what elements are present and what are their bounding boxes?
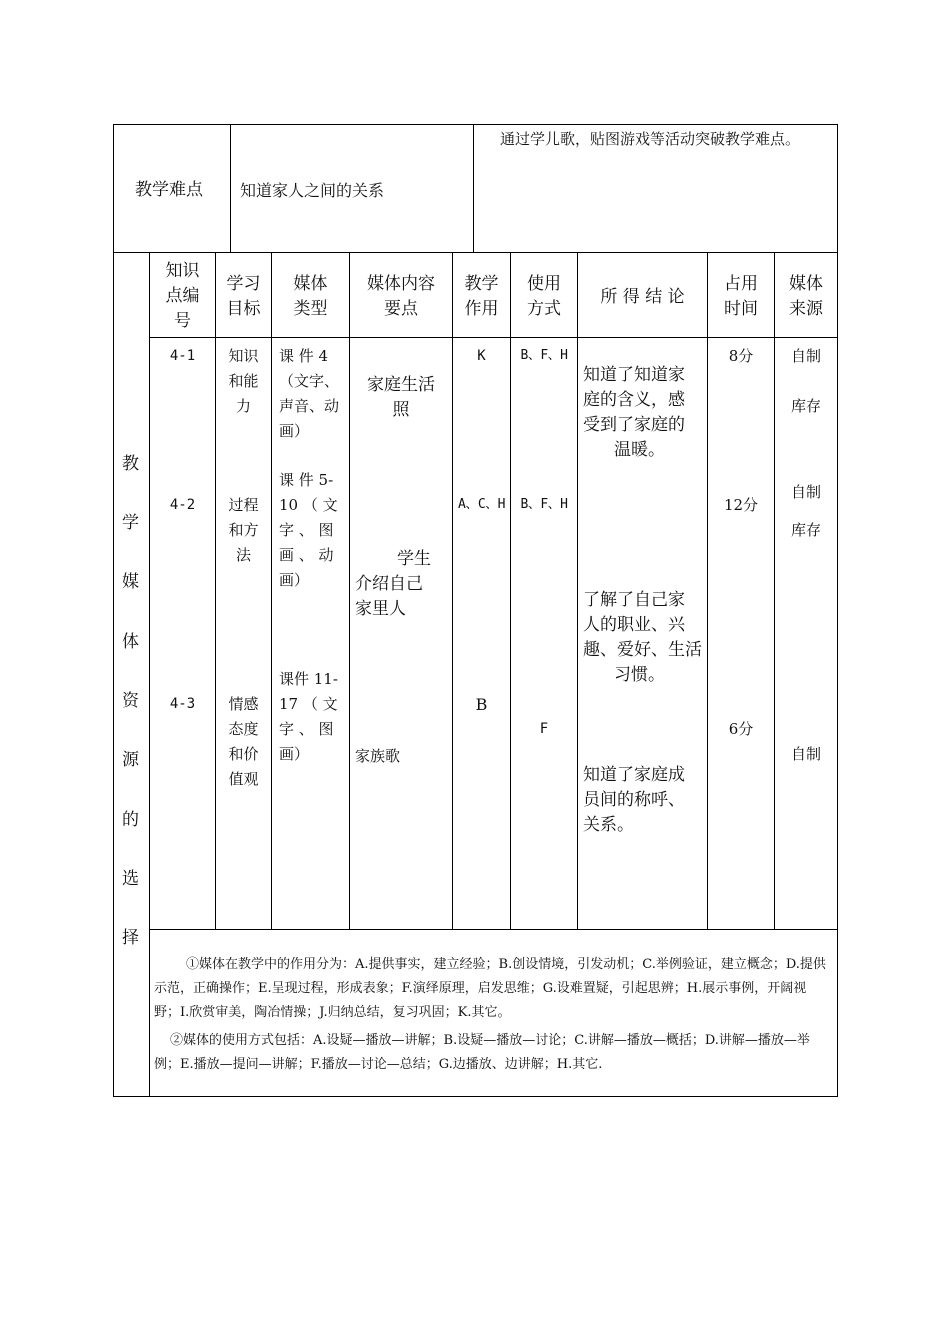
role-3: B xyxy=(475,695,488,714)
rule-notes-top xyxy=(149,929,838,930)
notes xyxy=(154,953,830,1077)
header-conclusion: 所 得 结 论 xyxy=(600,287,685,307)
role-1: K xyxy=(477,348,486,364)
kp-4-2: 4-2 xyxy=(169,497,196,513)
rule-col-3 xyxy=(349,252,350,930)
kp-4-3: 4-3 xyxy=(169,696,196,712)
kp-4-1: 4-1 xyxy=(169,348,196,364)
source-3: 自制 xyxy=(790,745,821,763)
rule-header-bottom xyxy=(149,337,838,338)
rule-difficulty-bottom xyxy=(113,252,838,253)
note-role-legend: ①媒体在教学中的作用分为：A.提供事实，建立经验；B.创设情境，引发动机；C.举例验证，建立概念；D.提供示范，正确操作；E.呈现过程，形成表象；F.演绎原理，启发思维；G.设难置疑，引起思辨；H.展示事例，开阔视野；I.欣赏审美，陶冶情操；J.归纳总结，复习巩固；K.其它。 xyxy=(154,957,826,1020)
difficulty-method: 通过学儿歌，贴图游戏等活动突破教学难点。 xyxy=(500,130,801,148)
difficulty-label: 教学难点 xyxy=(135,180,203,200)
usage-3: F xyxy=(539,721,549,737)
time-3: 6分 xyxy=(728,720,754,738)
content-3: 家族歌 xyxy=(355,747,401,765)
rule-right xyxy=(837,124,838,1097)
rule-col-2 xyxy=(271,252,272,930)
rule-top xyxy=(113,124,838,125)
rule-section xyxy=(149,252,150,1097)
rule-diff-2 xyxy=(473,124,474,253)
role-2: A、C、H xyxy=(458,497,505,512)
time-1: 8分 xyxy=(728,347,754,365)
rule-bottom xyxy=(113,1096,838,1097)
usage-2: B、F、H xyxy=(520,497,568,512)
rule-col-6 xyxy=(577,252,578,930)
rule-left xyxy=(113,124,114,1097)
note-usage-legend: ②媒体的使用方式包括：A.设疑—播放—讲解；B.设疑—播放—讨论；C.讲解—播放—概括；D.讲解—播放—举例；E.播放—提问—讲解；F.播放—讨论—总结；G.边播放、边讲解；H.其它. xyxy=(154,1033,810,1072)
difficulty-content: 知道家人之间的关系 xyxy=(240,181,385,200)
rule-diff-1 xyxy=(230,124,231,253)
time-2: 12分 xyxy=(723,496,759,514)
usage-1: B、F、H xyxy=(520,348,568,363)
